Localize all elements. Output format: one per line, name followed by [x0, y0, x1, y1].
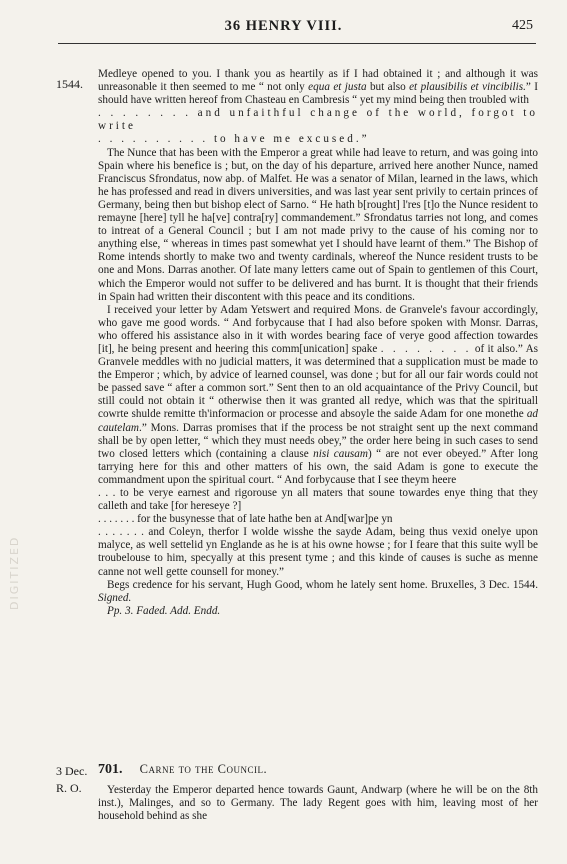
margin-year: 1544. [56, 77, 83, 91]
margin-doc-date: 3 Dec. [56, 764, 88, 778]
paragraph-credence: Begs credence for his servant, Hugh Good, whom he lately sent home. Bruxelles, 3 Dec. 1544. Signed. [98, 578, 538, 604]
paragraph-nunce: The Nunce that has been with the Emperor a great while had leave to return, and was going into Spain where his benefice is ; but, on the day of his departure, arrived here another Nunce, named Franciscus Sfrondatus, now abp. of Malfet. He was a senator of Milan, learned in the laws, which he has professed and read in divers universities, and was last year sent privily to certain princes of Germany, being then but bishop elect of Sarno. “ He hath b[rought] l'res [t]o the Nunce resident to remayne [here] tyll he ha[ve] contra[ry] commandement.” Sfrondatus tarries not long, and comes to intreat of a General Council ; but I am not made privy to the cause of his coming nor to anything else, “ whereas in times past somewhat yet I should have learnt of them.” The Bishop of Rome intends shortly to make two and twenty cardinals, whereof the Nunce resident trusts to be one and Mons. Darras another. Of late many letters came out of Spain to gentlemen of this Court, which the Emperor would not suffer to be delivered and has burnt. It is thought that their friends in Spain had written their discontent with this peace and its conditions. [98, 146, 538, 303]
document-text [98, 784, 538, 823]
document-title: Carne to the Council. [139, 762, 268, 776]
running-title: 36 HENRY VIII. [224, 18, 343, 34]
document-number: 701. [98, 762, 123, 777]
paragraph-continuation: Medleye opened to you. I thank you as heartily as if I had obtained it ; and although it was unreasonable it then seemed to me “ not only equa et justa but also et plausibilis et vincibilis.” I should have written hereof from Chasteau en Cambresis “ yet my mind being then troubled with . . . . . . . . and unfaithful change of the world, forgot to write . . . . . . . . . . to have me excused.” [98, 68, 539, 146]
paragraph-carne: Yesterday the Emperor departed hence towards Gaunt, Andwarp (where he will be on the 8th inst.), Malinges, and so to Germany. The lady Regent goes with him, leaving most of her household behind as she [98, 784, 538, 823]
document-heading [98, 762, 267, 778]
margin-doc-source: R. O. [56, 781, 82, 795]
page-number: 425 [512, 18, 533, 33]
paragraph-description: Pp. 3. Faded. Add. Endd. [107, 604, 221, 617]
header-rule [58, 43, 536, 44]
watermark-stamp: DIGITIZED [8, 535, 21, 610]
paragraph-adam: I received your letter by Adam Yetswert and required Mons. de Granvele's favour accordingly, who gave me good words. “ And forbycause that I had also before spoken with Monsr. Darras, who offered his assistance also in it with wordes bearing face of verye good affection towardes [it], he being present and heering this comm[unication] spake . . . . . . . . of it also.” As Granvele meddles with no judicial matters, it was determined that a supplication must be made to the Emperor ; which, by advice of learned counsel, was done ; but for all our fair words could not be passed save “ after a common sort.” Sent then to an old acquaintance of the Privy Council, but still could not obtain it “ otherwise then it was granted all redye, which was that the spirituall cowrte shulde remitte th'informacion or processe and absoyle the saide Adam for one monethe ad cautelam.” Mons. Darras promises that if the process be not straight sent up the next command shall be by open letter, “ which they must needs obey,” the order here being in such cases to send two closed letters which (containing a clause nisi causam) “ are not ever obeyed.” After long tarrying here for this and other matters of his own, the said Adam is gone to execute the commandment upon the spiritual court. “ And forbycause that I see theym heere . . . to be verye earnest and rigorouse yn all maters that soune towardes enye thing that they calleth and take [for hereseye ?] . . . . . . . for the busynesse that of late hathe ben at And[war]pe yn . . . . . . . and Coleyn, therfor I wolde wisshe the sayde Adam, being thus vexid onelye upon malyce, as well settelid yn Englande as he is at his owne howse ; for I feare that this suite wyll be troubelouse to him, specyally at this present tyme ; and this kinde of causes is suche as menne canne not well gette counsell for money.” [98, 303, 539, 578]
running-header [0, 18, 567, 34]
continuation-text [98, 68, 538, 618]
